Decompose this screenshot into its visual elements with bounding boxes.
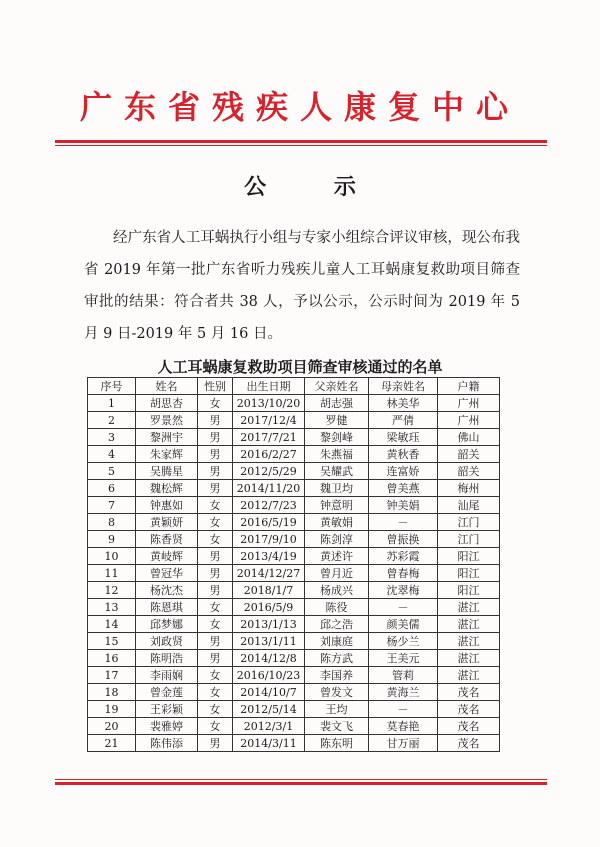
cell-father-name: 吴耀武 bbox=[305, 463, 369, 480]
cell-father-name: 胡志强 bbox=[305, 395, 369, 412]
cell-name: 朱家辉 bbox=[136, 446, 198, 463]
cell-seq: 21 bbox=[88, 735, 136, 752]
cell-mother-name: 严倩 bbox=[369, 412, 438, 429]
cell-gender: 女 bbox=[198, 616, 233, 633]
cell-seq: 9 bbox=[88, 531, 136, 548]
cell-name: 曾金莲 bbox=[136, 684, 198, 701]
cell-gender: 女 bbox=[198, 531, 233, 548]
cell-birth-date: 2013/1/11 bbox=[233, 633, 305, 650]
cell-seq: 8 bbox=[88, 514, 136, 531]
table-row bbox=[88, 616, 500, 633]
cell-seq: 15 bbox=[88, 633, 136, 650]
header-mother-name: 母亲姓名 bbox=[369, 378, 438, 395]
cell-hometown: 湛江 bbox=[438, 667, 500, 684]
cell-seq: 6 bbox=[88, 480, 136, 497]
header-father-name: 父亲姓名 bbox=[305, 378, 369, 395]
cell-seq: 12 bbox=[88, 582, 136, 599]
table-row bbox=[88, 599, 500, 616]
cell-seq: 3 bbox=[88, 429, 136, 446]
cell-hometown: 阳江 bbox=[438, 548, 500, 565]
cell-birth-date: 2014/12/27 bbox=[233, 565, 305, 582]
cell-father-name: 刘康庭 bbox=[305, 633, 369, 650]
cell-hometown: 广州 bbox=[438, 412, 500, 429]
cell-gender: 男 bbox=[198, 429, 233, 446]
table-row bbox=[88, 565, 500, 582]
cell-name: 陈伟添 bbox=[136, 735, 198, 752]
cell-name: 裴雅婷 bbox=[136, 718, 198, 735]
cell-seq: 18 bbox=[88, 684, 136, 701]
cell-gender: 女 bbox=[198, 599, 233, 616]
table-row bbox=[88, 548, 500, 565]
cell-birth-date: 2017/9/10 bbox=[233, 531, 305, 548]
cell-seq: 17 bbox=[88, 667, 136, 684]
cell-birth-date: 2014/11/20 bbox=[233, 480, 305, 497]
cell-father-name: 陈役 bbox=[305, 599, 369, 616]
cell-birth-date: 2018/1/7 bbox=[233, 582, 305, 599]
cell-gender: 男 bbox=[198, 633, 233, 650]
cell-seq: 20 bbox=[88, 718, 136, 735]
cell-mother-name: 梁敏珏 bbox=[369, 429, 438, 446]
cell-birth-date: 2012/5/29 bbox=[233, 463, 305, 480]
notice-title: 公 示 bbox=[244, 174, 386, 200]
cell-hometown: 湛江 bbox=[438, 616, 500, 633]
table-row bbox=[88, 446, 500, 463]
table-row bbox=[88, 718, 500, 735]
cell-name: 陈恩琪 bbox=[136, 599, 198, 616]
cell-seq: 13 bbox=[88, 599, 136, 616]
cell-hometown: 湛江 bbox=[438, 633, 500, 650]
cell-name: 王彩颖 bbox=[136, 701, 198, 718]
rule-thin-line bbox=[55, 145, 547, 146]
cell-hometown: 江门 bbox=[438, 531, 500, 548]
cell-father-name: 王均 bbox=[305, 701, 369, 718]
cell-name: 黄颖妍 bbox=[136, 514, 198, 531]
cell-gender: 男 bbox=[198, 582, 233, 599]
letterhead-rule bbox=[55, 140, 547, 146]
cell-birth-date: 2012/3/1 bbox=[233, 718, 305, 735]
table-row bbox=[88, 497, 500, 514]
cell-gender: 男 bbox=[198, 650, 233, 667]
cell-mother-name: 王美元 bbox=[369, 650, 438, 667]
table-row bbox=[88, 429, 500, 446]
header-gender: 性别 bbox=[198, 378, 233, 395]
cell-gender: 女 bbox=[198, 395, 233, 412]
cell-father-name: 邱之浩 bbox=[305, 616, 369, 633]
cell-hometown: 茂名 bbox=[438, 735, 500, 752]
table-body bbox=[88, 395, 500, 752]
cell-name: 吴腾星 bbox=[136, 463, 198, 480]
cell-father-name: 罗健 bbox=[305, 412, 369, 429]
table-row bbox=[88, 684, 500, 701]
cell-birth-date: 2016/5/9 bbox=[233, 599, 305, 616]
cell-name: 胡思杏 bbox=[136, 395, 198, 412]
cell-father-name: 魏卫均 bbox=[305, 480, 369, 497]
table-row bbox=[88, 701, 500, 718]
table-row bbox=[88, 412, 500, 429]
cell-hometown: 茂名 bbox=[438, 684, 500, 701]
rule-thick-line bbox=[55, 782, 547, 785]
cell-name: 黎洲宇 bbox=[136, 429, 198, 446]
cell-hometown: 江门 bbox=[438, 514, 500, 531]
cell-birth-date: 2016/2/27 bbox=[233, 446, 305, 463]
cell-seq: 16 bbox=[88, 650, 136, 667]
cell-gender: 女 bbox=[198, 497, 233, 514]
cell-birth-date: 2017/7/21 bbox=[233, 429, 305, 446]
cell-seq: 7 bbox=[88, 497, 136, 514]
cell-hometown: 阳江 bbox=[438, 565, 500, 582]
table-row bbox=[88, 650, 500, 667]
cell-mother-name: 莫春艳 bbox=[369, 718, 438, 735]
cell-birth-date: 2016/10/23 bbox=[233, 667, 305, 684]
cell-birth-date: 2013/1/13 bbox=[233, 616, 305, 633]
table-row bbox=[88, 582, 500, 599]
cell-name: 陈香贤 bbox=[136, 531, 198, 548]
cell-hometown: 韶关 bbox=[438, 463, 500, 480]
cell-mother-name: 曾美燕 bbox=[369, 480, 438, 497]
table-row bbox=[88, 395, 500, 412]
cell-mother-name: 颜美儒 bbox=[369, 616, 438, 633]
cell-birth-date: 2012/7/23 bbox=[233, 497, 305, 514]
cell-gender: 男 bbox=[198, 548, 233, 565]
cell-seq: 4 bbox=[88, 446, 136, 463]
cell-name: 陈明浩 bbox=[136, 650, 198, 667]
letterhead-org-name: 广东省残疾人康复中心 bbox=[79, 88, 520, 126]
cell-mother-name: 管莉 bbox=[369, 667, 438, 684]
cell-seq: 10 bbox=[88, 548, 136, 565]
cell-mother-name: － bbox=[369, 701, 438, 718]
rule-thick-line bbox=[55, 140, 547, 143]
cell-mother-name: 苏彩霞 bbox=[369, 548, 438, 565]
cell-birth-date: 2012/5/14 bbox=[233, 701, 305, 718]
header-birth-date: 出生日期 bbox=[233, 378, 305, 395]
cell-hometown: 茂名 bbox=[438, 701, 500, 718]
cell-father-name: 黄敏娟 bbox=[305, 514, 369, 531]
cell-mother-name: 黄秋香 bbox=[369, 446, 438, 463]
cell-gender: 女 bbox=[198, 667, 233, 684]
header-seq: 序号 bbox=[88, 378, 136, 395]
cell-seq: 5 bbox=[88, 463, 136, 480]
table-row bbox=[88, 480, 500, 497]
table-row bbox=[88, 633, 500, 650]
cell-seq: 2 bbox=[88, 412, 136, 429]
cell-gender: 男 bbox=[198, 412, 233, 429]
cell-father-name: 李国养 bbox=[305, 667, 369, 684]
cell-name: 钟惠如 bbox=[136, 497, 198, 514]
header-name: 姓名 bbox=[136, 378, 198, 395]
cell-mother-name: 杨少兰 bbox=[369, 633, 438, 650]
cell-name: 邱梦娜 bbox=[136, 616, 198, 633]
cell-father-name: 黎剑峰 bbox=[305, 429, 369, 446]
cell-hometown: 韶关 bbox=[438, 446, 500, 463]
table-row bbox=[88, 463, 500, 480]
cell-hometown: 汕尾 bbox=[438, 497, 500, 514]
cell-mother-name: － bbox=[369, 514, 438, 531]
cell-gender: 女 bbox=[198, 718, 233, 735]
header-hometown: 户籍 bbox=[438, 378, 500, 395]
notice-paragraph: 经广东省人工耳蜗执行小组与专家小组综合评议审核，现公布我省 2019 年第一批广东省听力残疾儿童人工耳蜗康复救助项目筛查审批的结果：符合者共 38 人，予以公示，公示时间为 2019 年 5 月 9 日-2019 年 5 月 16 日。 bbox=[84, 230, 520, 342]
cell-father-name: 裴文飞 bbox=[305, 718, 369, 735]
cell-gender: 男 bbox=[198, 446, 233, 463]
footer-rule bbox=[55, 779, 547, 785]
cell-mother-name: 曾春梅 bbox=[369, 565, 438, 582]
cell-birth-date: 2013/10/20 bbox=[233, 395, 305, 412]
table-header-row bbox=[88, 378, 500, 395]
cell-hometown: 湛江 bbox=[438, 650, 500, 667]
cell-gender: 男 bbox=[198, 480, 233, 497]
cell-gender: 男 bbox=[198, 735, 233, 752]
cell-birth-date: 2014/10/7 bbox=[233, 684, 305, 701]
cell-name: 罗景然 bbox=[136, 412, 198, 429]
cell-birth-date: 2013/4/19 bbox=[233, 548, 305, 565]
table-row bbox=[88, 667, 500, 684]
cell-seq: 11 bbox=[88, 565, 136, 582]
cell-gender: 女 bbox=[198, 684, 233, 701]
cell-name: 李雨娴 bbox=[136, 667, 198, 684]
cell-father-name: 曾月近 bbox=[305, 565, 369, 582]
cell-birth-date: 2016/5/19 bbox=[233, 514, 305, 531]
cell-name: 杨沈杰 bbox=[136, 582, 198, 599]
table-row bbox=[88, 735, 500, 752]
cell-name: 刘政贤 bbox=[136, 633, 198, 650]
cell-mother-name: 钟美娟 bbox=[369, 497, 438, 514]
cell-mother-name: 连富娇 bbox=[369, 463, 438, 480]
cell-gender: 女 bbox=[198, 514, 233, 531]
cell-seq: 14 bbox=[88, 616, 136, 633]
cell-father-name: 陈剑淳 bbox=[305, 531, 369, 548]
cell-hometown: 佛山 bbox=[438, 429, 500, 446]
cell-gender: 女 bbox=[198, 701, 233, 718]
cell-hometown: 湛江 bbox=[438, 599, 500, 616]
cell-birth-date: 2014/12/8 bbox=[233, 650, 305, 667]
cell-hometown: 阳江 bbox=[438, 582, 500, 599]
cell-father-name: 朱燕福 bbox=[305, 446, 369, 463]
cell-gender: 男 bbox=[198, 463, 233, 480]
cell-hometown: 茂名 bbox=[438, 718, 500, 735]
cell-mother-name: － bbox=[369, 599, 438, 616]
approved-list-table bbox=[87, 377, 500, 752]
table-row bbox=[88, 514, 500, 531]
cell-father-name: 陈东明 bbox=[305, 735, 369, 752]
cell-name: 曾冠华 bbox=[136, 565, 198, 582]
list-title: 人工耳蜗康复救助项目筛查审核通过的名单 bbox=[157, 358, 443, 376]
cell-mother-name: 林美华 bbox=[369, 395, 438, 412]
cell-father-name: 杨成兴 bbox=[305, 582, 369, 599]
cell-birth-date: 2017/12/4 bbox=[233, 412, 305, 429]
cell-seq: 19 bbox=[88, 701, 136, 718]
cell-mother-name: 黄海兰 bbox=[369, 684, 438, 701]
cell-father-name: 陈方武 bbox=[305, 650, 369, 667]
cell-hometown: 广州 bbox=[438, 395, 500, 412]
cell-father-name: 曾发文 bbox=[305, 684, 369, 701]
cell-seq: 1 bbox=[88, 395, 136, 412]
cell-birth-date: 2014/3/11 bbox=[233, 735, 305, 752]
cell-father-name: 钟意明 bbox=[305, 497, 369, 514]
cell-name: 黄岐辉 bbox=[136, 548, 198, 565]
cell-gender: 男 bbox=[198, 565, 233, 582]
cell-hometown: 梅州 bbox=[438, 480, 500, 497]
cell-mother-name: 沈翠梅 bbox=[369, 582, 438, 599]
cell-name: 魏松辉 bbox=[136, 480, 198, 497]
cell-father-name: 黄述许 bbox=[305, 548, 369, 565]
table-row bbox=[88, 531, 500, 548]
notice-paragraph-block bbox=[84, 222, 520, 350]
cell-mother-name: 曾振换 bbox=[369, 531, 438, 548]
cell-mother-name: 甘万丽 bbox=[369, 735, 438, 752]
rule-thin-line bbox=[55, 779, 547, 780]
